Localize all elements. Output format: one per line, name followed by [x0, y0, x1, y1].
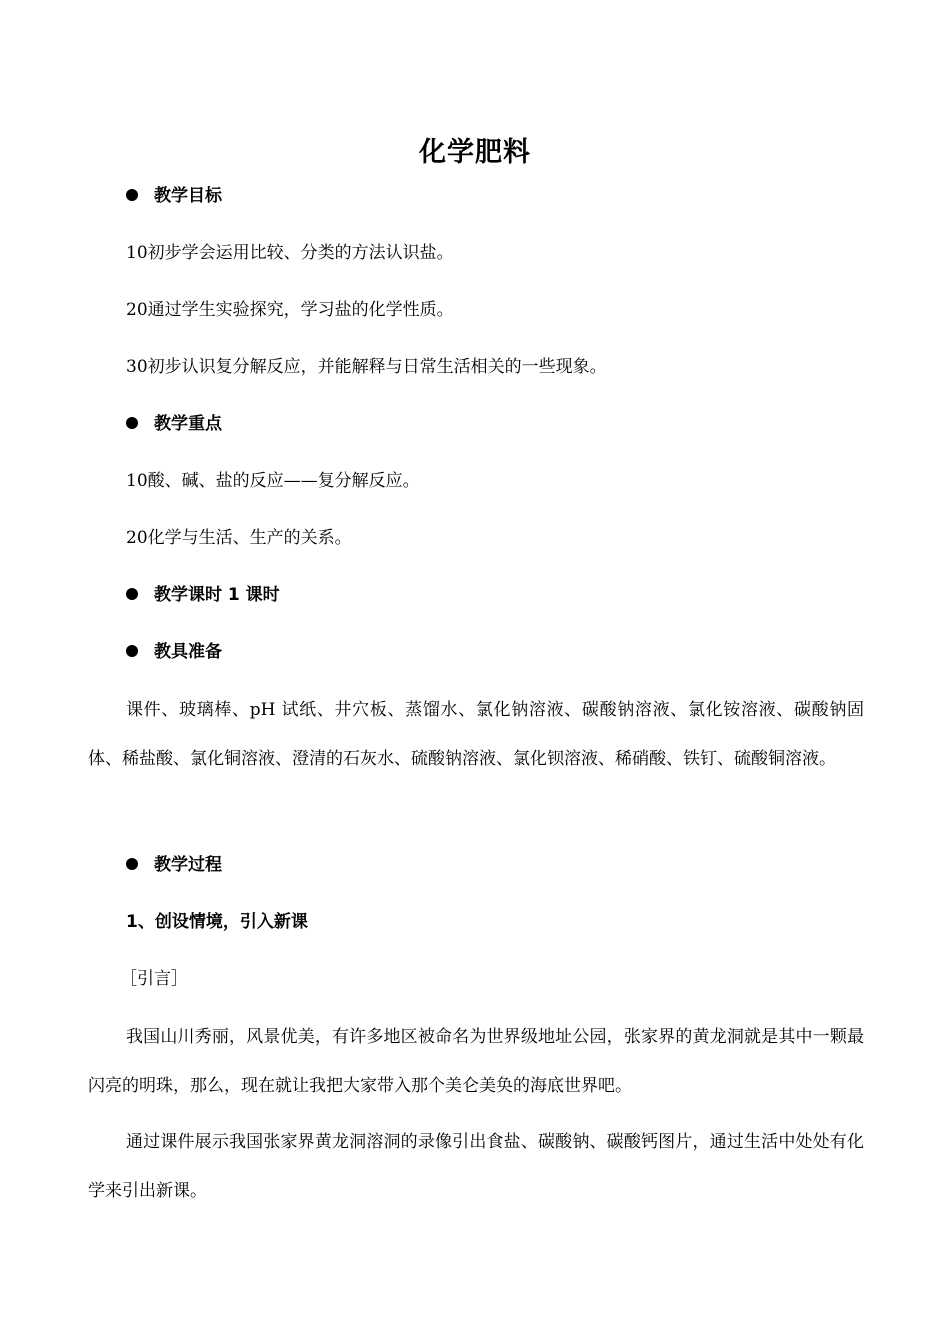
key-point-item-2: 20化学与生活、生产的关系。 — [126, 528, 352, 548]
bullet-icon — [126, 588, 138, 600]
objective-item-3: 30初步认识复分解反应，并能解释与日常生活相关的一些现象。 — [126, 357, 607, 377]
process-step-1: 1、创设情境，引入新课 — [126, 912, 308, 932]
heading-text: 教学课时 1 课时 — [154, 585, 280, 605]
objective-item-1: 10初步学会运用比较、分类的方法认识盐。 — [126, 243, 454, 263]
heading-text: 教学重点 — [154, 414, 222, 434]
bullet-icon — [126, 417, 138, 429]
section-heading-key-points — [126, 412, 222, 436]
bullet-icon — [126, 858, 138, 870]
section-heading-objectives — [126, 184, 222, 208]
intro-label: ［引言］ — [120, 969, 188, 989]
objective-item-2: 20通过学生实验探究，学习盐的化学性质。 — [126, 300, 454, 320]
intro-paragraph: 我国山川秀丽，风景优美，有许多地区被命名为世界级地址公园，张家界的黄龙洞就是其中一颗最闪亮的明珠，那么，现在就让我把大家带入那个美仑美奂的海底世界吧。 — [88, 1027, 864, 1096]
bullet-icon — [126, 189, 138, 201]
heading-text: 教学目标 — [154, 186, 222, 206]
bullet-icon — [126, 645, 138, 657]
page-title: 化学肥料 — [419, 137, 531, 168]
section-heading-process — [126, 853, 222, 877]
materials-paragraph: 课件、玻璃棒、pH 试纸、井穴板、蒸馏水、氯化钠溶液、碳酸钠溶液、氯化铵溶液、碳酸钠固体、稀盐酸、氯化铜溶液、澄清的石灰水、硫酸钠溶液、氯化钡溶液、稀硝酸、铁钉、硫酸铜溶液。 — [88, 700, 864, 769]
section-heading-hours — [126, 583, 280, 607]
courseware-paragraph: 通过课件展示我国张家界黄龙洞溶洞的录像引出食盐、碳酸钠、碳酸钙图片，通过生活中处处有化学来引出新课。 — [88, 1132, 864, 1201]
heading-text: 教具准备 — [154, 642, 222, 662]
section-heading-materials — [126, 640, 222, 664]
key-point-item-1: 10酸、碱、盐的反应——复分解反应。 — [126, 471, 420, 491]
heading-text: 教学过程 — [154, 855, 222, 875]
